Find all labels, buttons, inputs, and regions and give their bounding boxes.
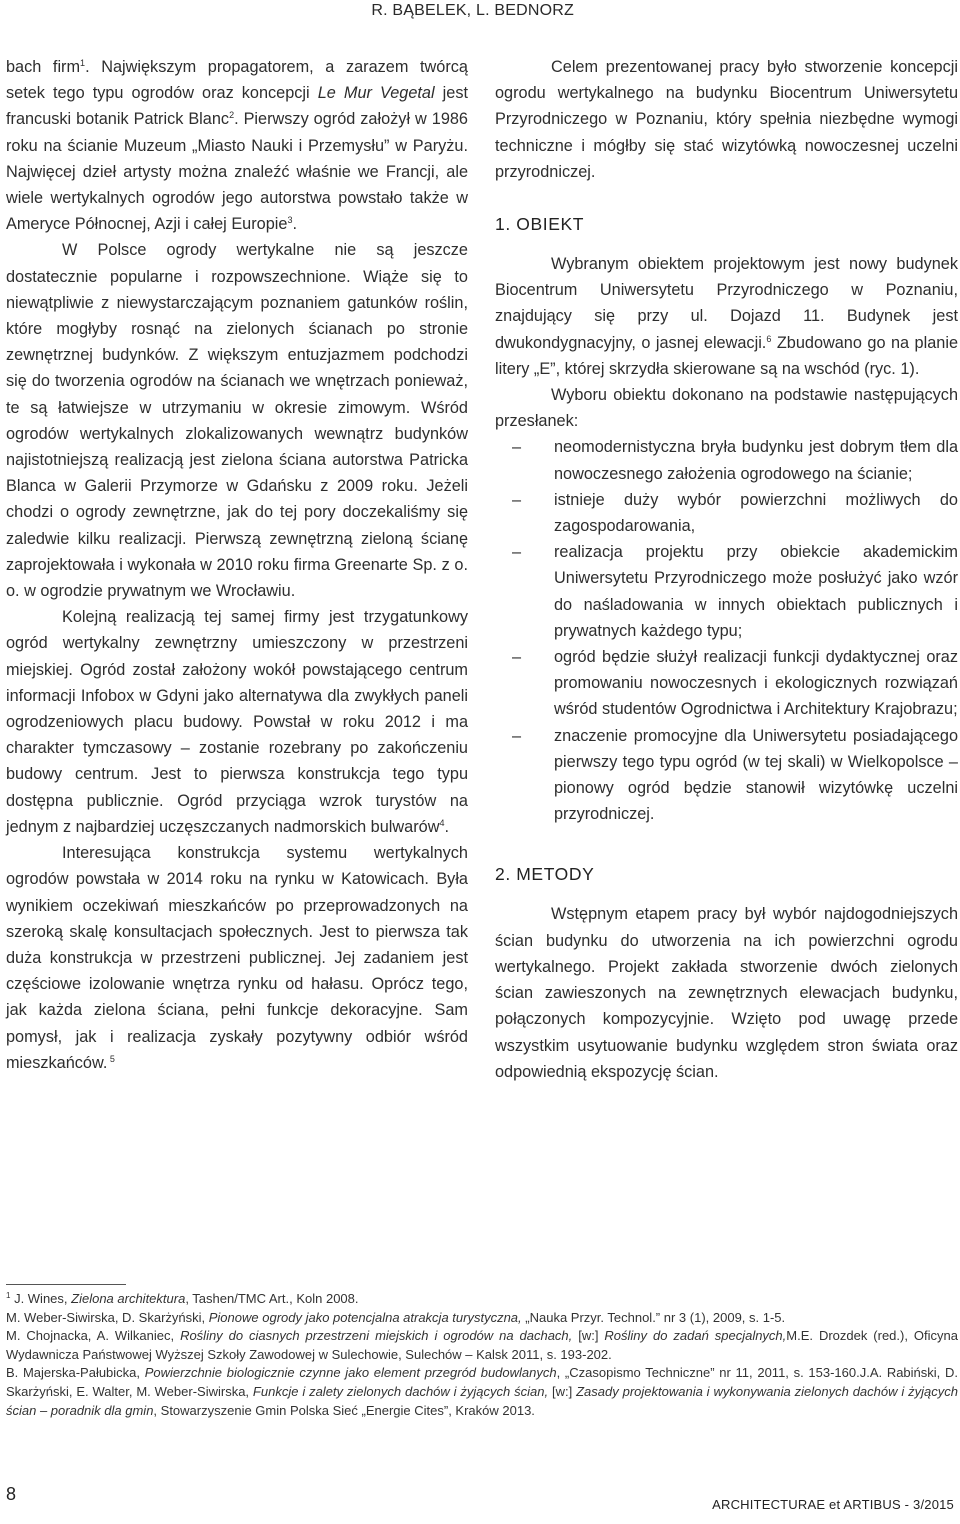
footnote-ref-2: 2 xyxy=(229,110,235,121)
footnote-ref-6: 6 xyxy=(766,333,772,344)
footnote-ref-4: 4 xyxy=(439,817,445,828)
footnotes xyxy=(6,1290,958,1420)
left-column xyxy=(6,54,468,1076)
premises-list xyxy=(495,434,958,827)
list-item: – znaczenie promocyjne dla Uniwersytetu posiadającego pierwszy tego typu ogród (w tej skali) w Wielkopolsce – pionowy ogród będzie stanowił wizytówkę uczelni przyrodniczej. xyxy=(512,726,958,824)
list-item: – neomodernistyczna bryła budynku jest dobrym tłem dla nowoczesnego założenia ogrodowego na ścianie; xyxy=(512,438,958,483)
footnote-ref-1: 1 xyxy=(80,58,86,68)
footnote-ref-3: 3 xyxy=(287,215,293,226)
running-header-authors: R. BĄBELEK, L. BEDNORZ xyxy=(371,2,574,19)
paragraph-selection: Wyboru obiektu dokonano na podstawie następujących przesłanek: xyxy=(495,386,958,431)
journal-name: ARCHITECTURAE et ARTIBUS - 3/2015 xyxy=(712,1497,954,1512)
section-heading-obiekt: 1. OBIEKT xyxy=(495,214,585,235)
paragraph-poland: W Polsce ogrody wertykalne nie są jeszcze dostatecznie popularne i rozpowszechnione. Wiąże się to niewątpliwie z niewystarczającym poznaniem gatunków roślin, które mogłyby rosnąć na zielonych ścianach po stronie zewnętrznej budynków. Z większym entuzjazmem podchodzi się do tworzenia ogrodów na ścianach we wnętrzach ponieważ, te są łatwiejsze w utrzymaniu w okresie zimowym. Wśród ogrodów wertykalnych zlokalizowanych wewnątrz budynków najistotniejszą realizacją jest zielona ściana autorstwa Patricka Blanca w Galerii Przymorze w Gdańsku z 2009 roku. Jeżeli chodzi o ogrody zewnętrzne, jak do tej pory doczekaliśmy się zaledwie kilku realizacji. Pierwszą zewnętrzną zieloną ścianę zaprojektowała i wykonała w 2010 roku firma Greenarte Sp. z o. o. w ogrodzie prywatnym we Wrocławiu. xyxy=(6,241,468,601)
list-item: – realizacja projektu przy obiekcie akademickim Uniwersytetu Przyrodniczego może posłużyć jako wzór do naśladowania w innych obiektach publicznych i prywatnych każdego typu; xyxy=(512,543,958,640)
footnote-divider xyxy=(6,1284,126,1285)
page-number: 8 xyxy=(6,1484,17,1504)
paragraph-gdynia: Kolejną realizacją tej samej firmy jest trzygatunkowy ogród wertykalny zewnętrzny umieszczony w przestrzeni miejskiej. Ogród został założony wokół powstającego centrum informacji Infobox w Gdyni jako alternatywa dla zwykłych paneli ogrodzeniowych placu budowy. Powstał w roku 2012 i ma charakter tymczasowy – zostanie rozebrany po zakończeniu budowy centrum. Jest to pierwsza konstrukcja tego typu dostępna publicznie. Ogród przyciąga wzrok turystów na jednym z najbardziej uczęszczanych nadmorskich bulwarów$^4$. xyxy=(6,608,468,836)
section-heading-metody: 2. METODY xyxy=(495,864,595,885)
paragraph-katowice: Interesująca konstrukcja systemu wertykalnych ogrodów powstała w 2014 roku na rynku w Katowicach. Była wynikiem oczekiwań mieszkańców po przeprowadzonych na szeroką skalę konsultacjach społecznych. Jest to pierwsza tak duża konstrukcja w przestrzeni publicznej. Jej zadaniem jest częściowe izolowanie wnętrza rynku od hałasu. Oprócz tego, jak każda zielona ściana, pełni funkcje dekoracyjne. Sam pomysł, jak i realizacja zyskały pozytywny odbiór wśród mieszkańców. $^5$ xyxy=(6,844,468,1072)
right-column xyxy=(495,54,958,1085)
paragraph-object: Wybranym obiektem projektowym jest nowy budynek Biocentrum Uniwersytetu Przyrodniczego w Poznaniu, znajdujący się przy ul. Dojazd 11. Budynek jest dwukondygnacyjny, o jasnej elewacji.$^6$ Zbudowano go na planie litery „E”, której skrzydła skierowane są na wschód (ryc. 1). xyxy=(495,255,958,378)
footnote-2: M. Weber-Siwirska, D. Skarżyński, Pionowe ogrody jako potencjalna atrakcja turystyczna, „Nauka Przyr. Technol.” nr 3 (1), 2009, s. 1-5. xyxy=(6,1309,786,1325)
paragraph-aim: Celem prezentowanej pracy było stworzenie koncepcji ogrodu wertykalnego na budynku Biocentrum Uniwersytetu Przyrodniczego w Poznaniu, który spełnia niezbędne wymogi techniczne i mógłby się stać wizytówką nowoczesnej uczelni przyrodniczej. xyxy=(495,58,958,181)
paragraph-patrick-blanc: bach firm$^1$. Największym propagatorem, a zarazem twórcą setek tego typu ogrodów oraz koncepcji Le Mur Vegetal jest francuski botanik Patrick Blanc$^2$. Pierwszy ogród założył w 1986 roku na ścianie Muzeum „Miasto Nauki i Przemysłu” w Paryżu. Najwięcej dzieł artysty można znaleźć właśnie we Francji, ale wiele wertykalnych ogrodów jego autorstwa powstało także w Ameryce Północnej, Azji i całej Europie$^3$. xyxy=(6,58,468,234)
list-item: – istnieje duży wybór powierzchni możliwych do zagospodarowania, xyxy=(512,490,958,536)
list-item: – ogród będzie służył realizacji funkcji dydaktycznej oraz promowaniu nowoczesnych i ekologicznych rozwiązań wśród studentów Ogrodnictwa i Architektury Krajobrazu; xyxy=(512,648,958,719)
footnote-ref-5: 5 xyxy=(107,1053,115,1064)
footnote-4: B. Majerska-Pałubicka, Powierzchnie biologicznie czynne jako element przegród budowlanych, „Czasopismo Techniczne” nr 11, 2011, s. 153-160.J.A. Rabiński, D. Skarżyński, E. Walter, M. Weber-Siwirska, Funkcje i zalety zielonych dachów i żyjących ścian, [w:] Zasady projektowania i wykonywania zielonych dachów i żyjących ścian – poradnik dla gmin, Stowarzyszenie Gmin Polska Sieć „Energie Cites”, Kraków 2013. xyxy=(6,1365,958,1418)
footnote-1: $^1$ J. Wines, Zielona architektura, Tashen/TMC Art., Koln 2008. xyxy=(6,1291,359,1306)
paragraph-methods: Wstępnym etapem pracy był wybór najdogodniejszych ścian budynku do utworzenia na ich powierzchni ogrodu wertykalnego. Projekt zakłada stworzenie dwóch zielonych ścian zawieszonych na zewnętrznych elewacjach budynku, połączonych kompozycyjnie. Wzięto pod uwagę przede wszystkim usytuowanie budynku względem stron świata oraz odpowiednią ekspozycję ścian. xyxy=(495,905,958,1081)
footnote-3: M. Chojnacka, A. Wilkaniec, Rośliny do ciasnych przestrzeni miejskich i ogrodów na dachach, [w:] Rośliny do zadań specjalnych,M.E. Drozdek (red.), Oficyna Wydawnicza Państwowej Wyższej Szkoły Zawodowej w Sulechowie, Sulechów – Kalsk 2011, s. 193-202. xyxy=(6,1328,958,1362)
